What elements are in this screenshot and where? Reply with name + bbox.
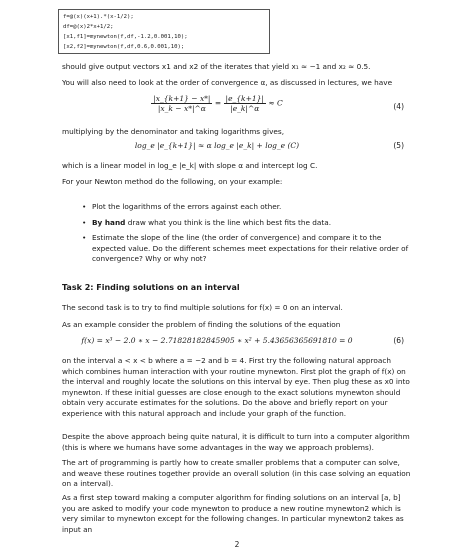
paragraph-first-step: As a first step toward making a computer algorithm for finding solutions on an interval [a, b] you are asked to modify your code mynewton to produce a new routine mynewton2 which is very similar to mynewton except for the following changes. In particular mynewton2 takes as input an xyxy=(62,493,404,534)
paragraph-example: As an example consider the problem of finding the solutions of the equation xyxy=(62,320,341,329)
section-heading: Task 2: Finding solutions on an interval xyxy=(62,283,240,292)
bullet-icon: • xyxy=(82,217,87,227)
equation-number: (5) xyxy=(393,141,404,150)
bullet-text: Estimate the slope of the line (the order of convergence) and compare it to the expected value. Do the different schemes meet expectations for their relative order of convergence? Why or why not? xyxy=(92,233,409,263)
paragraph-interval-approach: on the interval a < x < b where a = −2 and b = 4. First try the following natural approach which combines human interaction with your routine mynewton. First plot the graph of f(x) on the interval and roughly locate the solutions on this interval by eye. Then plug these as x0 into mynewton. If these initial guesses are close enough to the exact solutions mynewton should obtain very accurate estimates for the solutions. Do the above and briefly report on your experience with this natural approach and include your graph of the function. xyxy=(62,356,410,418)
fraction-denominator: |e_k|^α xyxy=(230,104,260,113)
code-block xyxy=(58,9,270,54)
paragraph-newton-instructions: For your Newton method do the following, on your example: xyxy=(62,177,283,186)
bullet-icon: • xyxy=(82,202,87,211)
page-number: 2 xyxy=(234,540,240,549)
bullet-icon: • xyxy=(82,233,87,242)
equation-4 xyxy=(62,92,412,122)
equation-5-body: log_e |e_{k+1}| ≈ α log_e |e_k| + log_e (C) xyxy=(134,141,300,150)
paragraph-multiply: multiplying by the denominator and taking logarithms gives, xyxy=(62,127,285,136)
equation-6 xyxy=(62,336,412,350)
fraction-e-ratio xyxy=(224,94,266,113)
task-bullet-list xyxy=(82,202,412,270)
code-line: df=@(x)2*x+1/2; xyxy=(63,24,114,30)
paragraph-output-vectors: should give output vectors x1 and x2 of the iterates that yield x₁ ≈ −1 and x₂ ≈ 0.5. xyxy=(62,62,371,71)
paragraph-difficult-algorithm: Despite the above approach being quite natural, it is difficult to turn into a computer algorithm (this is where we humans have some advantages in the way we approach problems). xyxy=(62,432,410,452)
bullet-text: Plot the logarithms of the errors against each other. xyxy=(92,202,282,211)
equation-number: (6) xyxy=(393,336,404,345)
code-line: f=@(x)(x+1).*(x-1/2); xyxy=(63,14,134,20)
paragraph-art-programming: The art of programming is partly how to create smaller problems that a computer can solve, and weave these routines together provide an overall solution (in this case solving an equation on a interval). xyxy=(62,458,411,488)
list-item xyxy=(82,233,412,265)
list-item xyxy=(82,202,412,213)
equation-number: (4) xyxy=(393,102,404,111)
code-line: [x1,f1]=mynewton(f,df,-1.2,0.001,10); xyxy=(63,34,188,40)
equation-4-body xyxy=(62,94,372,113)
paragraph-order-convergence: You will also need to look at the order of convergence α, as discussed in lectures, we have xyxy=(62,78,393,87)
bullet-text: draw what you think is the line which best fits the data. xyxy=(125,217,332,227)
equation-rhs: ≈ C xyxy=(268,98,283,108)
paragraph-task2-intro: The second task is to try to find multiple solutions for f(x) = 0 on an interval. xyxy=(62,303,343,312)
fraction-error-ratio xyxy=(151,94,212,113)
paragraph-linear-model: which is a linear model in log_e |e_k| with slope α and intercept log C. xyxy=(62,161,318,170)
fraction-denominator: |x_k − x*|^α xyxy=(157,104,206,113)
equation-5 xyxy=(62,141,412,155)
code-line: [x2,f2]=mynewton(f,df,0.6,0.001,10); xyxy=(63,44,185,50)
equals-sign: = xyxy=(214,98,222,108)
fraction-numerator: |x_{k+1} − x*| xyxy=(153,94,211,103)
list-item xyxy=(82,218,412,229)
fraction-numerator: |e_{k+1}| xyxy=(225,94,264,103)
bullet-lead: By hand xyxy=(92,217,126,227)
equation-6-body: f(x) = x³ − 2.0 ∗ x − 2.71828182845905 ∗ x² + 5.43656365691810 = 0 xyxy=(81,336,353,345)
